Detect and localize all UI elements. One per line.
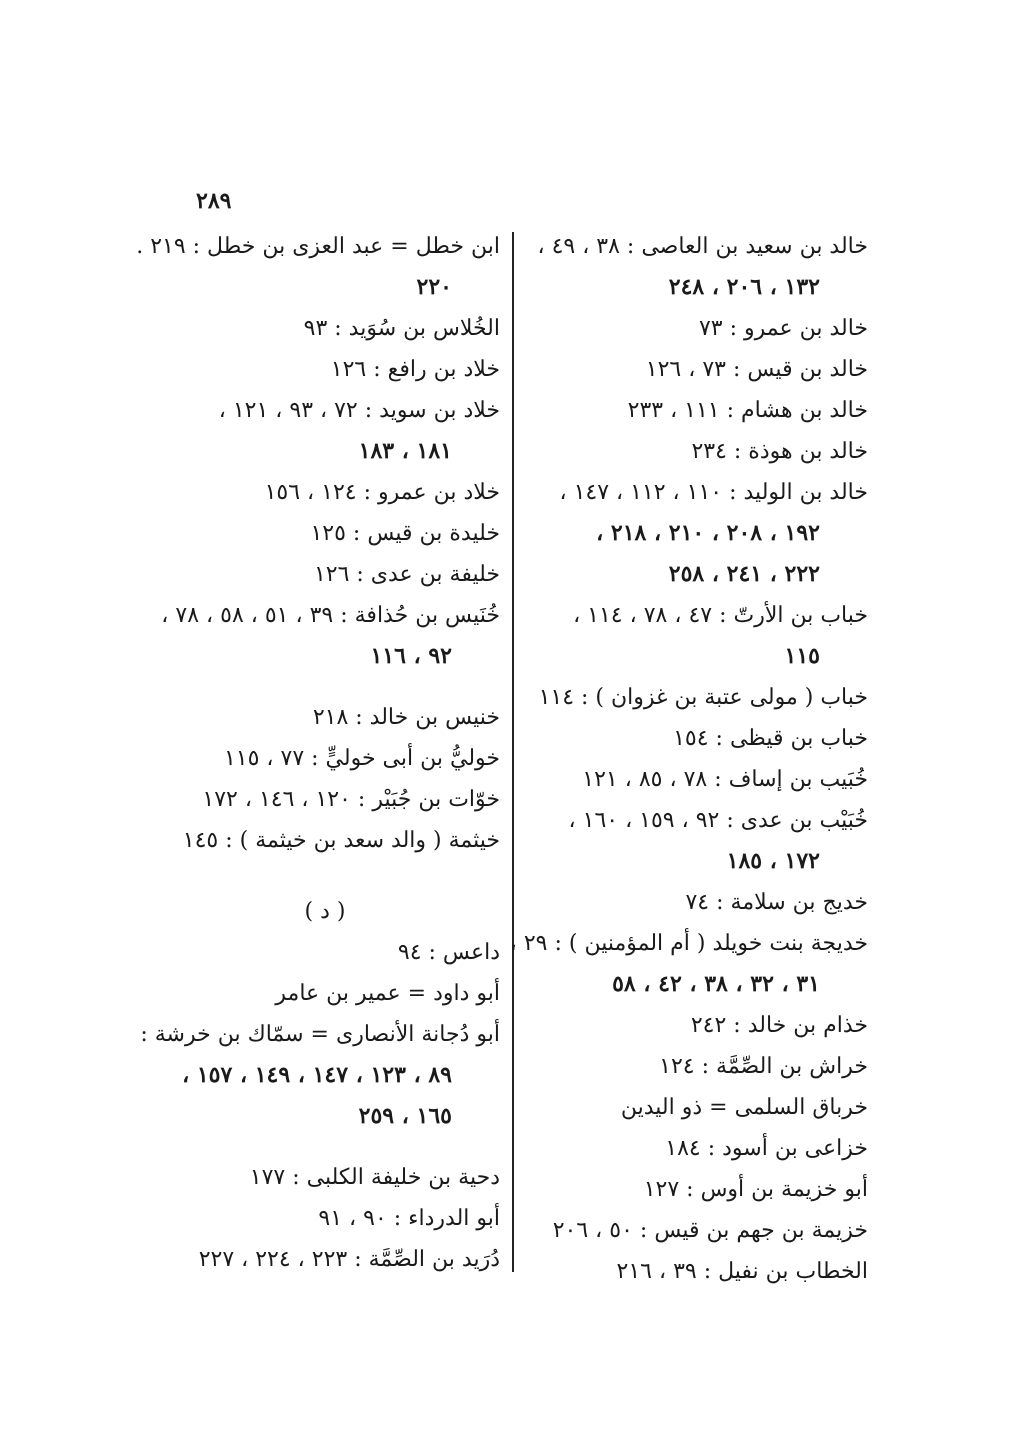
- index-entry: خباب ( مولى عتبة بن غزوان ) : ١١٤: [538, 685, 868, 710]
- index-entry: خالد بن قيس : ٧٣ ، ١٢٦: [645, 357, 868, 382]
- index-entry: دحية بن خليفة الكلبى : ١٧٧: [249, 1165, 500, 1190]
- index-column-right: [509, 226, 868, 1292]
- index-column-left: [136, 226, 500, 1280]
- index-entry: خالد بن هشام : ١١١ ، ٢٣٣: [627, 398, 868, 423]
- index-entry-continuation: ٣١ ، ٣٢ ، ٣٨ ، ٤٢ ، ٥٨: [612, 971, 820, 997]
- index-entry: خالد بن عمرو : ٧٣: [698, 316, 868, 341]
- index-entry: خلاد بن رافع : ١٢٦: [330, 357, 500, 382]
- index-entry: خليدة بن قيس : ١٢٥: [310, 521, 500, 546]
- index-entry: خذام بن خالد : ٢٤٢: [690, 1013, 868, 1038]
- index-entry-continuation: ١٣٢ ، ٢٠٦ ، ٢٤٨: [668, 274, 820, 300]
- index-entry-continuation: ١٦٥ ، ٢٥٩: [358, 1103, 452, 1129]
- spacer: [150, 677, 500, 697]
- index-entry: ابن خطل = عبد العزى بن خطل : ٢١٩ .: [136, 234, 500, 259]
- index-entry: خباب بن قيظى : ١٥٤: [673, 726, 868, 751]
- index-entry: دُرَيد بن الصِّمَّة : ٢٢٣ ، ٢٢٤ ، ٢٢٧: [198, 1247, 500, 1272]
- index-entry: خلاد بن عمرو : ١٢٤ ، ١٥٦: [264, 480, 500, 505]
- index-entry: خيثمة ( والد سعد بن خيثمة ) : ١٤٥: [182, 828, 500, 853]
- index-entry: خلاد بن سويد : ٧٢ ، ٩٣ ، ١٢١ ،: [218, 398, 500, 423]
- index-entry: خُبَيب بن إساف : ٧٨ ، ٨٥ ، ١٢١: [582, 767, 868, 792]
- index-entry: أبو خزيمة بن أوس : ١٢٧: [643, 1177, 868, 1202]
- index-entry: خُبَيْب بن عدى : ٩٢ ، ١٥٩ ، ١٦٠ ،: [568, 808, 868, 833]
- index-entry-continuation: ١١٥: [784, 643, 820, 669]
- index-entry: خزاعى بن أسود : ١٨٤: [665, 1136, 868, 1161]
- index-entry: خالد بن سعيد بن العاصى : ٣٨ ، ٤٩ ،: [537, 234, 868, 259]
- index-entry-continuation: ٩٢ ، ١١٦: [370, 643, 452, 669]
- index-entry: أبو الدرداء : ٩٠ ، ٩١: [318, 1206, 500, 1231]
- index-entry: أبو داود = عمير بن عامر: [275, 981, 500, 1006]
- section-letter-heading: ( د ): [304, 899, 346, 924]
- index-entry-continuation: ٨٩ ، ١٢٣ ، ١٤٧ ، ١٤٩ ، ١٥٧ ،: [182, 1062, 452, 1088]
- index-entry: خزيمة بن جهم بن قيس : ٥٠ ، ٢٠٦: [552, 1218, 868, 1243]
- index-entry-continuation: ٢٢٢ ، ٢٤١ ، ٢٥٨: [668, 561, 820, 587]
- page-number: ٢٨٩: [196, 188, 232, 214]
- index-entry: خديج بن سلامة : ٧٤: [685, 890, 868, 915]
- index-entry: خباب بن الأرتّ : ٤٧ ، ٧٨ ، ١١٤ ،: [573, 603, 868, 628]
- index-entry-continuation: ٢٢٠: [416, 274, 452, 300]
- index-entry: داعس : ٩٤: [397, 940, 500, 965]
- index-entry: الخطاب بن نفيل : ٣٩ ، ٢١٦: [616, 1259, 868, 1284]
- index-entry: خنيس بن خالد : ٢١٨: [312, 705, 500, 730]
- index-entry-continuation: ١٩٢ ، ٢٠٨ ، ٢١٠ ، ٢١٨ ،: [596, 520, 820, 546]
- index-entry: خليفة بن عدى : ١٢٦: [313, 562, 500, 587]
- index-entry: خرباق السلمى = ذو اليدين: [620, 1095, 868, 1120]
- index-entry: الخُلاس بن سُوَيد : ٩٣: [303, 316, 500, 341]
- index-entry: أبو دُجانة الأنصارى = سمّاك بن خرشة :: [140, 1022, 500, 1047]
- index-entry: خديجة بنت خويلد ( أم المؤمنين ) : ٢٩ ،: [509, 931, 868, 956]
- index-entry-continuation: ١٨١ ، ١٨٣: [358, 438, 452, 464]
- index-entry: خُنَيس بن حُذافة : ٣٩ ، ٥١ ، ٥٨ ، ٧٨ ،: [161, 603, 500, 628]
- index-entry: خراش بن الصِّمَّة : ١٢٤: [659, 1054, 868, 1079]
- spacer: [150, 1137, 500, 1157]
- column-divider: [512, 232, 514, 1272]
- spacer: [150, 861, 500, 891]
- index-entry-continuation: ١٧٢ ، ١٨٥: [726, 848, 820, 874]
- index-entry: خوّات بن جُبَيْر : ١٢٠ ، ١٤٦ ، ١٧٢: [202, 787, 500, 812]
- index-entry: خوليُّ بن أبى خوليٍّ : ٧٧ ، ١١٥: [223, 746, 500, 771]
- index-entry: خالد بن الوليد : ١١٠ ، ١١٢ ، ١٤٧ ،: [559, 480, 868, 505]
- index-entry: خالد بن هوذة : ٢٣٤: [691, 439, 868, 464]
